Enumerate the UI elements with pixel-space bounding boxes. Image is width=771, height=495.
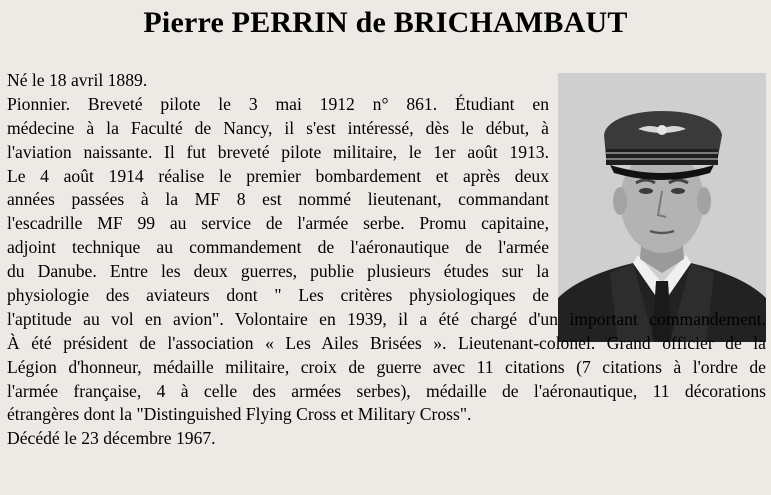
page-title: Pierre PERRIN de BRICHAMBAUT: [143, 6, 628, 39]
bio-line: médecine à la Faculté de Nancy, il s'est intéressé, dès le début, à: [7, 117, 549, 138]
bio-line: Le 4 août 1914 réalise le premier bombardement et après deux: [7, 165, 549, 186]
bio-line: du Danube. Entre les deux guerres, publie plusieurs études sur la: [7, 261, 549, 282]
bio-line: À été président de l'association « Les Ailes Brisées ». Lieutenant-colonel. Grand officier de la: [7, 332, 766, 353]
bio-line: l'escadrille MF 99 au service de l'armée serbe. Promu capitaine,: [7, 213, 549, 234]
biography-text: [7, 69, 769, 451]
bio-line: adjoint technique au commandement de l'aéronautique de l'armée: [7, 237, 549, 258]
bio-line: l'aptitude au vol en avion". Volontaire en 1939, il a été chargé d'un important commandement.: [7, 308, 766, 329]
bio-line: Légion d'honneur, médaille militaire, croix de guerre avec 11 citations (7 citations à l'ordre de: [7, 356, 766, 377]
bio-line: Pionnier. Breveté pilote le 3 mai 1912 n° 861. Étudiant en: [7, 93, 549, 114]
bio-line: années passées à la MF 8 est nommé lieutenant, commandant: [7, 189, 549, 210]
bio-line: Né le 18 avril 1889.: [7, 70, 148, 90]
bio-line: physiologie des aviateurs dont " Les critères physiologiques de: [7, 285, 549, 306]
bio-line: étrangères dont la "Distinguished Flying Cross et Military Cross".: [7, 404, 472, 425]
bio-line: Décédé le 23 décembre 1967.: [7, 428, 216, 449]
bio-line: l'armée française, 4 à celle des armées serbes), médaille de l'aéronautique, 11 décorations: [7, 380, 766, 401]
bio-line: l'aviation naissante. Il fut breveté pilote militaire, le 1er août 1913.: [7, 141, 549, 162]
